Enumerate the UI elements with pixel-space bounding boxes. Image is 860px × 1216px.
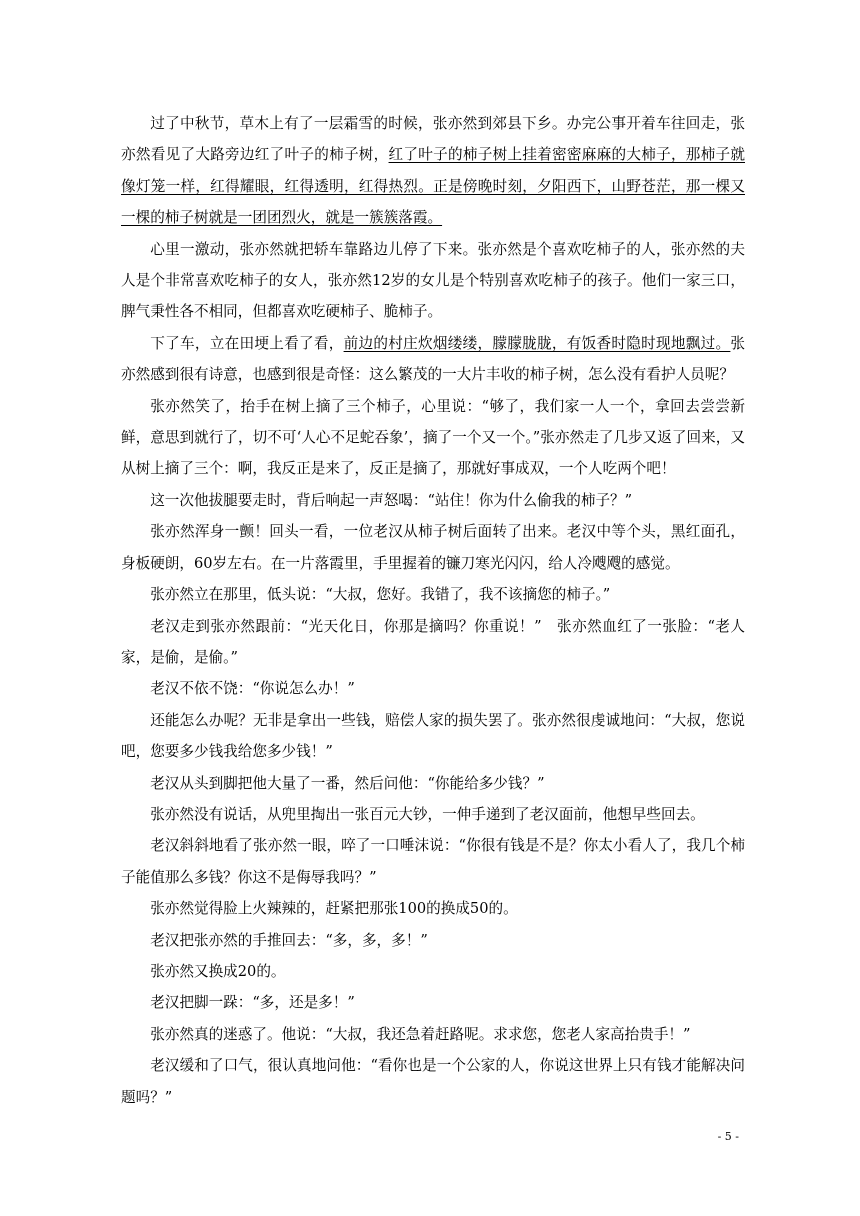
paragraph [121, 391, 745, 485]
text-segment: 心里一激动，张亦然就把轿车靠路边儿停了下来。张亦然是个喜欢吃柿子的人，张亦然的夫人是个非常喜欢吃柿子的女人，张亦然12岁的女儿是个特别喜欢吃柿子的孩子。他们一家三口，脾气秉性各不相同，但都喜欢吃硬柿子、脆柿子。 [121, 240, 745, 321]
paragraph [121, 830, 745, 893]
paragraph [121, 234, 745, 328]
paragraph [121, 799, 745, 830]
paragraph [121, 1019, 745, 1050]
paragraph [121, 956, 745, 987]
paragraph [121, 925, 745, 956]
paragraph [121, 893, 745, 924]
text-segment: 老汉斜斜地看了张亦然一眼，啐了一口唾沫说：“你很有钱是不是？你太小看人了，我几个柿子能值那么多钱？你这不是侮辱我吗？” [121, 837, 745, 886]
paragraph [121, 987, 745, 1018]
text-segment: 这一次他拔腿要走时，背后响起一声怒喝：“站住！你为什么偷我的柿子？” [150, 491, 633, 509]
underlined-text: 前边的村庄炊烟缕缕，朦朦胧胧，有饭香时隐时现地飘过。 [343, 334, 731, 352]
text-segment: 下了车，立在田埂上看了看， [150, 334, 344, 352]
text-segment: 张亦然又换成20的。 [150, 962, 286, 980]
paragraph [121, 579, 745, 610]
paragraph [121, 611, 745, 674]
paragraph [121, 485, 745, 516]
paragraph [121, 673, 745, 704]
paragraph [121, 768, 745, 799]
text-segment: 老汉走到张亦然跟前：“光天化日，你那是摘吗？你重说！” 张亦然血红了一张脸：“老人家，是偷，是偷。” [121, 617, 745, 666]
text-segment: 张亦然浑身一颤！回头一看，一位老汉从柿子树后面转了出来。老汉中等个头，黑红面孔，身板硬朗，60岁左右。在一片落霞里，手里握着的镰刀寒光闪闪，给人冷飕飕的感觉。 [121, 523, 745, 572]
text-segment: 老汉从头到脚把他大量了一番，然后问他：“你能给多少钱？” [150, 774, 545, 792]
paragraph [121, 705, 745, 768]
text-segment: 老汉把张亦然的手推回去：“多，多，多！” [150, 931, 428, 949]
text-segment: 还能怎么办呢？无非是拿出一些钱，赔偿人家的损失罢了。张亦然很虔诚地问：“大叔，您说吧，您要多少钱我给您多少钱！” [121, 711, 745, 761]
text-segment: 张亦然笑了，抬手在树上摘了三个柿子，心里说：“够了，我们家一人一个，拿回去尝尝新鲜，意思到就行了，切不可‘人心不足蛇吞象’，摘了一个又一个。”张亦然走了几步又返了回来，又从树上摘了三个：啊，我反正是来了，反正是摘了，那就好事成双，一个人吃两个吧！ [121, 397, 745, 478]
paragraph [121, 328, 745, 391]
text-segment: 过了中秋节，草木上有了一层霜雪的时候，张亦然到郊县下乡。办完公事开着车往回走，张亦然看见了大路旁边红了叶子的柿子树， [121, 115, 745, 164]
underlined-text: 红了叶子的柿子树上挂着密密麻麻的大柿子，那柿子就像灯笼一样，红得耀眼，红得透明，红得热烈。正是傍晚时刻，夕阳西下，山野苍茫，那一棵又一棵的柿子树就是一团团烈火，就是一簇簇落霞。 [121, 146, 745, 227]
paragraph [121, 516, 745, 579]
text-segment: 张亦然真的迷惑了。他说：“大叔，我还急着赶路呢。求求您，您老人家高抬贵手！” [150, 1025, 691, 1043]
text-segment: 张亦然没有说话，从兜里掏出一张百元大钞，一伸手递到了老汉面前，他想早些回去。 [150, 805, 705, 823]
text-segment: 张亦然立在那里，低头说：“大叔，您好。我错了，我不该摘您的柿子。” [150, 586, 611, 604]
paragraph [121, 108, 745, 234]
page-number: - 5 - [717, 1130, 739, 1143]
document-body [121, 108, 745, 1113]
text-segment: 老汉缓和了口气，很认真地问他：“看你也是一个公家的人，你说这世界上只有钱才能解决问题吗？” [121, 1057, 745, 1106]
text-segment: 张亦然觉得脸上火辣辣的，赶紧把那张100的换成50的。 [150, 900, 518, 918]
text-segment: 老汉把脚一跺：“多，还是多！” [150, 994, 355, 1012]
text-segment: 张亦然感到很有诗意，也感到很是奇怪：这么繁茂的一大片丰收的柿子树，怎么没有看护人员呢？ [121, 334, 745, 384]
paragraph [121, 1050, 745, 1113]
text-segment: 老汉不依不饶：“你说怎么办！” [150, 680, 355, 698]
